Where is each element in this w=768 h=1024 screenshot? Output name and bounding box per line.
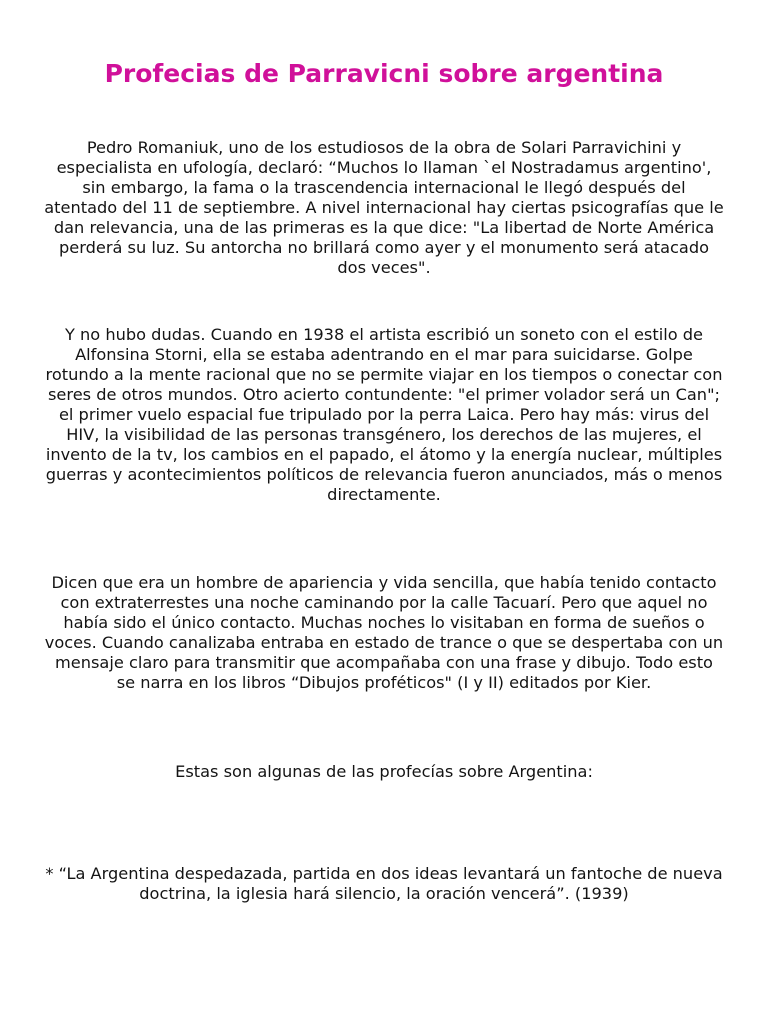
paragraph-biography: Dicen que era un hombre de apariencia y vida sencilla, que había tenido contacto con extraterrestes una noche caminando por la calle Tacuarí. Pero que aquel no había sido el único contacto. Muchas noches lo visitaban en forma de sueños o voces. Cuando canalizaba entraba en estado de trance o que se despertaba con un mensaje claro para transmitir que acompañaba con una frase y dibujo. Todo esto se narra en los libros “Dibujos proféticos" (I y II) editados por Kier. — [44, 573, 724, 692]
paragraph-predictions: Y no hubo dudas. Cuando en 1938 el artista escribió un soneto con el estilo de Alfonsina Storni, ella se estaba adentrando en el mar para suicidarse. Golpe rotundo a la mente racional que no se permite viajar en los tiempos o conectar con seres de otros mundos. Otro acierto contundente: "el primer volador será un Can"; el primer vuelo espacial fue tripulado por la perra Laica. Pero hay más: virus del HIV, la visibilidad de las personas transgénero, los derechos de las mujeres, el invento de la tv, los cambios en el papado, el átomo y la energía nuclear, múltiples guerras y acontecimientos políticos de relevancia fueron anunciados, más o menos directamente. — [45, 325, 723, 504]
paragraph-intro-list: Estas son algunas de las profecías sobre Argentina: — [175, 762, 593, 781]
document-title: Profecias de Parravicni sobre argentina — [104, 59, 664, 88]
paragraph-romaniuk: Pedro Romaniuk, uno de los estudiosos de la obra de Solari Parravichini y especialista en ufología, declaró: “Muchos lo llaman `el Nostradamus argentino', sin embargo, la fama o la trascendencia internacional le llegó después del atentado del 11 de septiembre. A nivel internacional hay ciertas psicografías que le dan relevancia, una de las primeras es la que dice: "La libertad de Norte América perderá su luz. Su antorcha no brillará como ayer y el monumento será atacado dos veces". — [44, 138, 724, 277]
prophecy-list-item: * “La Argentina despedazada, partida en dos ideas levantará un fantoche de nueva doctrina, la iglesia hará silencio, la oración vencerá”. (1939) — [45, 864, 723, 903]
